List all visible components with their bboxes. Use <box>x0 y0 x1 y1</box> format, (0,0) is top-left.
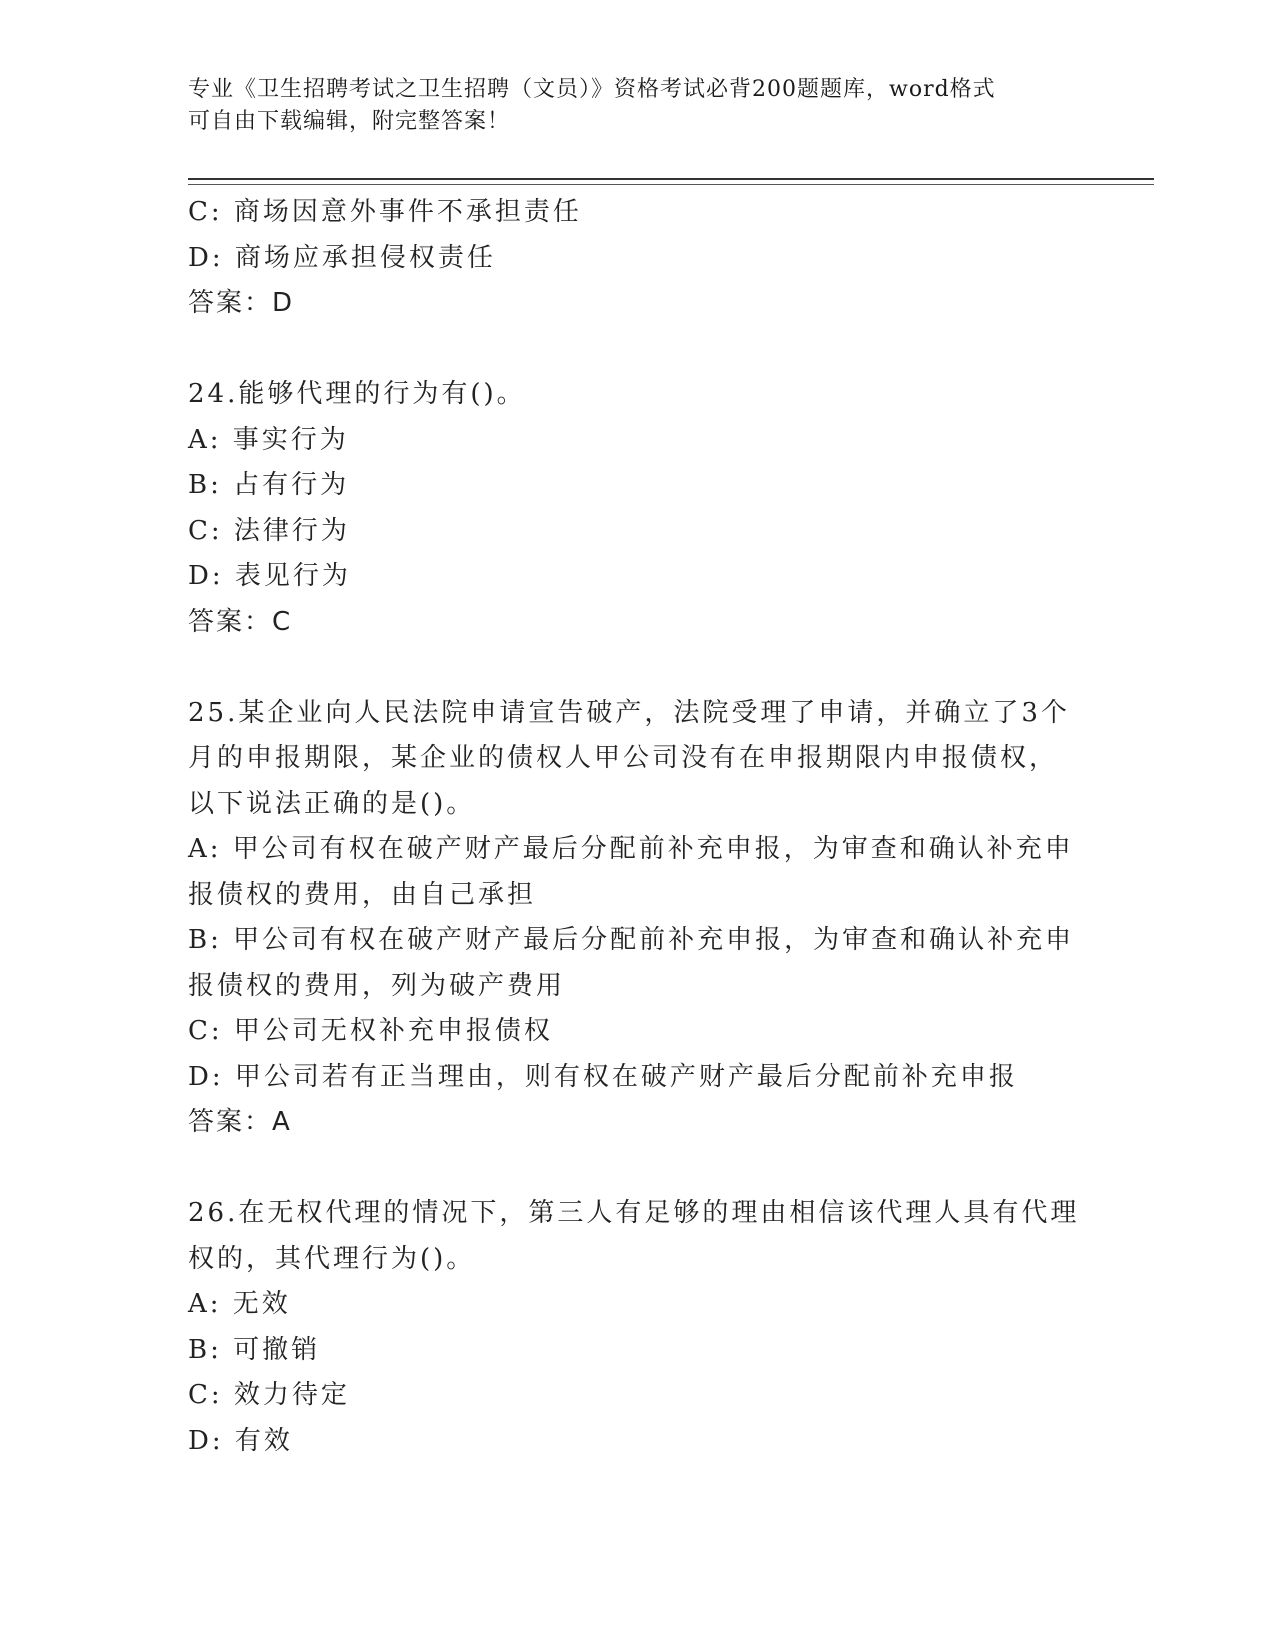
q25-option-b-line-2: 报债权的费用，列为破产费用 <box>188 970 566 1001</box>
q26-option-b: B: 可撤销 <box>188 1334 321 1365</box>
q25-option-d: D: 甲公司若有正当理由，则有权在破产财产最后分配前补充申报 <box>188 1061 1018 1092</box>
header-line-2: 可自由下载编辑，附完整答案！ <box>188 109 511 134</box>
document-header <box>188 74 1068 138</box>
q24-question: 24.能够代理的行为有()。 <box>188 379 526 409</box>
q26-option-c: C: 效力待定 <box>188 1380 350 1410</box>
q24-answer: 答案：C <box>188 606 293 637</box>
q26-option-a: A: 无效 <box>188 1289 291 1319</box>
q25-option-b-line-1: B: 甲公司有权在破产财产最后分配前补充申报，为审查和确认补充申 <box>188 925 1075 955</box>
q26-question-line-1: 26.在无权代理的情况下，第三人有足够的理由相信该代理人具有代理 <box>188 1198 1080 1228</box>
q25-answer: 答案：A <box>188 1107 292 1137</box>
spacer <box>188 1146 1088 1192</box>
q23-answer: 答案：D <box>188 288 295 318</box>
q25-option-a-line-2: 报债权的费用，由自己承担 <box>188 879 537 910</box>
spacer <box>188 645 1088 691</box>
spacer <box>188 327 1088 373</box>
header-divider-thick <box>188 178 1154 180</box>
q26-question-line-2: 权的，其代理行为()。 <box>188 1243 476 1274</box>
q23-option-c: C: 商场因意外事件不承担责任 <box>188 197 582 227</box>
q25-option-a-line-1: A: 甲公司有权在破产财产最后分配前补充申报，为审查和确认补充申 <box>188 834 1074 864</box>
q25-question-line-3: 以下说法正确的是()。 <box>188 788 476 819</box>
document-body <box>188 190 1088 1464</box>
q25-option-c: C: 甲公司无权补充申报债权 <box>188 1016 553 1046</box>
q25-question-line-2: 月的申报期限，某企业的债权人甲公司没有在申报期限内申报债权， <box>188 743 1059 773</box>
question-23-block <box>188 190 1088 327</box>
q24-option-d: D: 表见行为 <box>188 561 351 591</box>
question-25-block <box>188 691 1088 1146</box>
q24-option-c: C: 法律行为 <box>188 515 350 546</box>
q25-question-line-1: 25.某企业向人民法院申请宣告破产，法院受理了申请，并确立了3个 <box>188 697 1070 728</box>
q24-option-b: B: 占有行为 <box>188 470 350 500</box>
question-26-block <box>188 1191 1088 1464</box>
q26-option-d: D: 有效 <box>188 1425 293 1456</box>
header-divider-thin <box>188 184 1154 185</box>
q24-option-a: A: 事实行为 <box>188 424 349 455</box>
header-line-1: 专业《卫生招聘考试之卫生招聘（文员）》资格考试必背200题题库，word格式 <box>188 77 996 102</box>
q23-option-d: D: 商场应承担侵权责任 <box>188 242 496 273</box>
question-24-block <box>188 372 1088 645</box>
